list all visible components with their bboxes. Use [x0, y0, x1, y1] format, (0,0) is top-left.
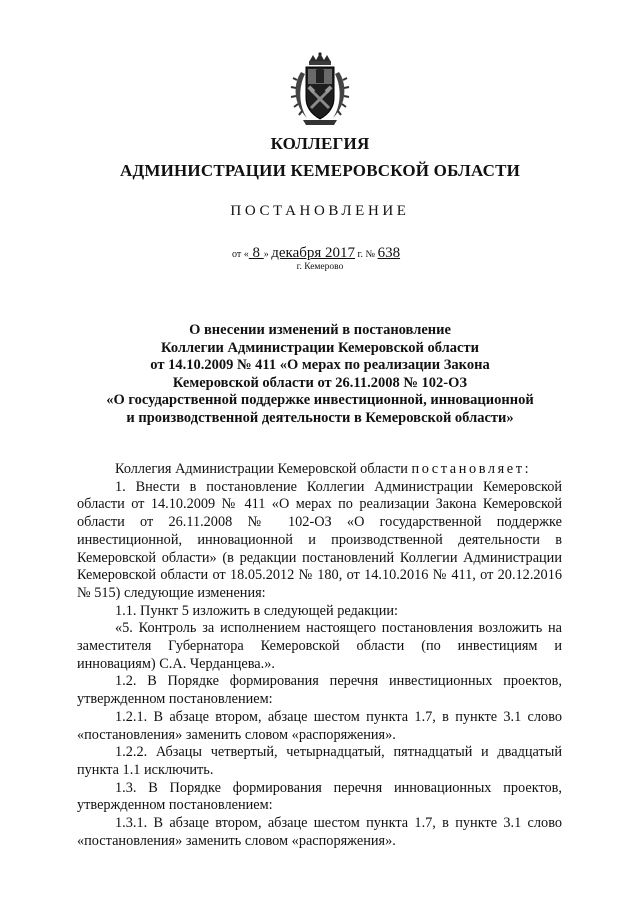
- city-name: г. Кемерово: [296, 262, 344, 272]
- body-paragraph: 1.2.1. В абзаце втором, абзаце шестом пункта 1.7, в пункте 3.1 слово «постановления» заменить словом «распоряжения».: [77, 708, 562, 743]
- intro-paragraph: [77, 461, 562, 479]
- date-day: 8: [248, 245, 264, 261]
- body-paragraph: 1.3. В Порядке формирования перечня инновационных проектов, утвержденном постановлением:: [77, 779, 562, 814]
- title-line: Кемеровской области от 26.11.2008 № 102-ОЗ: [172, 374, 468, 391]
- intro-end: :: [524, 461, 529, 477]
- date-prefix: от «: [232, 249, 249, 260]
- body-paragraph: 1.1. Пункт 5 изложить в следующей редакции:: [115, 602, 398, 619]
- body-paragraph: 1.3.1. В абзаце втором, абзаце шестом пункта 1.7, в пункте 3.1 слово «постановления» заменить словом «распоряжения».: [77, 815, 562, 849]
- title-line: О внесении изменений в постановление: [189, 322, 451, 338]
- org-name-line2: АДМИНИСТРАЦИИ КЕМЕРОВСКОЙ ОБЛАСТИ: [119, 161, 521, 180]
- body-paragraph: 1.2. В Порядке формирования перечня инвестиционных проектов, утвержденном постановлением:: [77, 673, 562, 708]
- title-line: от 14.10.2009 № 411 «О мерах по реализации Закона: [150, 357, 490, 374]
- date-month-year: декабря 2017: [271, 245, 356, 261]
- document-title: [0, 322, 640, 428]
- coat-of-arms-emblem: [287, 52, 353, 128]
- title-line: «О государственной поддержке инвестиционной, инновационной: [106, 392, 534, 409]
- date-number-line: [232, 245, 400, 262]
- body-paragraph: «5. Контроль за исполнением настоящего постановления возложить на заместителя Губернатора Кемеровской области (по инвестициям и инновациям) С.А. Черданцева.».: [77, 620, 562, 672]
- document-type: ПОСТАНОВЛЕНИЕ: [230, 203, 410, 219]
- body-paragraph: 1. Внести в постановление Коллегии Администрации Кемеровской области от 14.10.2009 № 411 «О мерах по реализации Закона Кемеровской области от 26.11.2008 № 102-ОЗ «О государственной поддержке инвестиционной, инновационной и производственной деятельности в Кемеровской области» (в редакции постановлений Коллегии Администрации Кемеровской области от 18.05.2012 № 180, от 14.10.2016 № 411, от 20.12.2016 № 515) следующие изменения:: [77, 478, 562, 601]
- title-line: и производственной деятельности в Кемеровской области»: [126, 409, 514, 426]
- intro-text: Коллегия Администрации Кемеровской области: [115, 461, 412, 477]
- intro-verb: постановляет: [411, 461, 525, 477]
- org-name-line1: КОЛЛЕГИЯ: [270, 134, 370, 153]
- document-number: 638: [377, 245, 401, 261]
- document-body: [77, 461, 562, 850]
- date-year-suffix: г. №: [355, 249, 378, 260]
- date-mid: »: [263, 249, 272, 260]
- title-line: Коллегии Администрации Кемеровской области: [161, 339, 479, 356]
- body-paragraph: 1.2.2. Абзацы четвертый, четырнадцатый, пятнадцатый и двадцатый пункта 1.1 исключить.: [77, 744, 562, 778]
